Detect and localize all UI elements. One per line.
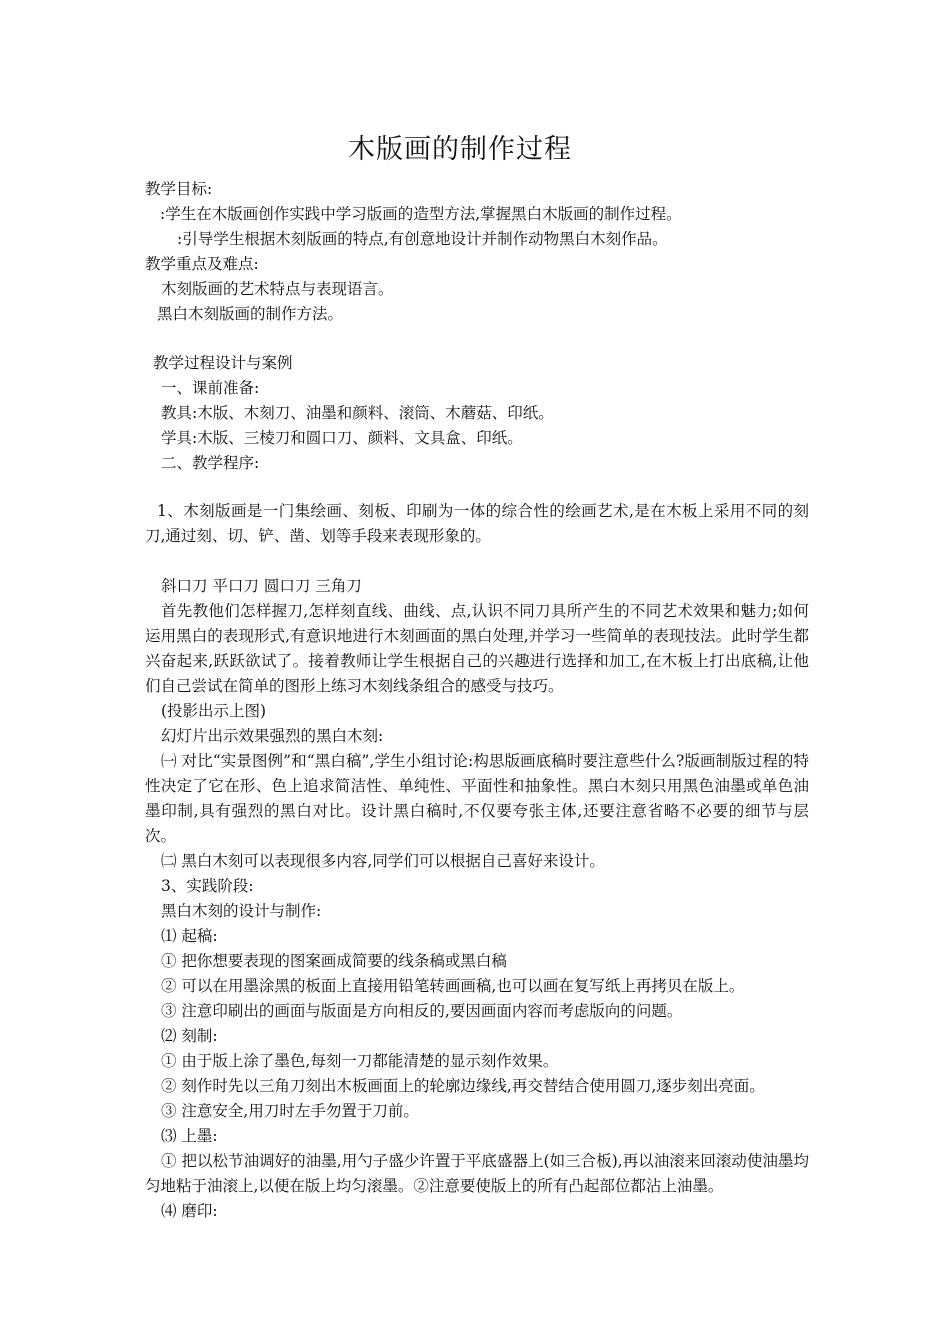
page-title: 木版画的制作过程 [348,134,572,165]
draft-heading: ⑴ 起稿: [161,927,218,945]
process-heading: 教学过程设计与案例 [153,354,293,372]
teacher-tools: 教具:木版、木刻刀、油墨和颜料、滚筒、木蘑菇、印纸。 [161,404,554,422]
draft-step-3: ③ 注意印刷出的画面与版面是方向相反的,要因画面内容而考虑版向的问题。 [161,1002,683,1020]
carve-step-1: ① 由于版上涂了墨色,每刻一刀都能清楚的显示刻作效果。 [161,1052,559,1070]
student-tools: 学具:木版、三棱刀和圆口刀、颜料、文具盒、印纸。 [161,429,523,447]
draft-step-1: ① 把你想要表现的图案画成简要的线条稿或黑白稿 [161,952,507,970]
ink-paragraph: ① 把以松节油调好的油墨,用勺子盛少许置于平底盛器上(如三合板),再以油滚来回滚动使油墨均匀地粘于油滚上,以便在版上均匀滚墨。②注意要使版上的所有凸起部位都沾上油墨。 [145,1152,809,1195]
procedure-heading: 二、教学程序: [161,454,260,472]
carve-step-3: ③ 注意安全,用刀时左手勿置于刀前。 [161,1102,419,1120]
slide-note: 幻灯片出示效果强烈的黑白木刻: [161,727,384,745]
objectives-heading: 教学目标: [145,180,213,198]
intro-paragraph: 1、木刻版画是一门集绘画、刻板、印刷为一体的综合性的绘画艺术,是在木板上采用不同的刻刀,通过刻、切、铲、凿、划等手段来表现形象的。 [145,502,809,545]
objective-line-2: :引导学生根据木刻版画的特点,有创意地设计并制作动物黑白木刻作品。 [177,230,668,248]
key-points-heading: 教学重点及难点: [145,255,259,273]
prep-heading: 一、课前准备: [161,379,260,397]
draft-step-2: ② 可以在用墨涂黑的板面上直接用铅笔转画画稿,也可以画在复写纸上再拷贝在版上。 [161,977,745,995]
content-note: ㈡ 黑白木刻可以表现很多内容,同学们可以根据自己喜好来设计。 [161,852,605,870]
knife-types: 斜口刀 平口刀 圆口刀 三角刀 [161,577,362,595]
key-point-line-2: 黑白木刻版画的制作方法。 [157,305,344,323]
objective-line-1: :学生在木版画创作实践中学习版画的造型方法,掌握黑白木版画的制作过程。 [160,205,682,223]
teaching-paragraph: 首先教他们怎样握刀,怎样刻直线、曲线、点,认识不同刀具所产生的不同艺术效果和魅力;如何运用黑白的表现形式,有意识地进行木刻画面的黑白处理,并学习一些简单的表现技法。此时学生都兴奋起来,跃跃欲试了。接着教师让学生根据自己的兴趣进行选择和加工,在木板上打出底稿,让他们自己尝试在简单的图形上练习木刻线条组合的感受与技巧。 [145,602,809,695]
carve-step-2: ② 刻作时先以三角刀刻出木板画面上的轮廓边缘线,再交替结合使用圆刀,逐步刻出亮面。 [161,1077,765,1095]
ink-heading: ⑶ 上墨: [161,1127,218,1145]
discussion-paragraph: ㈠ 对比“实景图例”和“黑白稿”,学生小组讨论:构思版画底稿时要注意些什么?版画制版过程的特性决定了它在形、色上追求简洁性、单纯性、平面性和抽象性。黑白木刻只用黑色油墨或单色油墨印制,具有强烈的黑白对比。设计黑白稿时,不仅要夸张主体,还要注意省略不必要的细节与层次。 [145,752,809,845]
carve-heading: ⑵ 刻制: [161,1027,218,1045]
projection-note: (投影出示上图) [161,702,267,720]
design-heading: 黑白木刻的设计与制作: [161,902,322,920]
print-heading: ⑷ 磨印: [161,1202,218,1220]
key-point-line-1: 木刻版画的艺术特点与表现语言。 [161,280,394,298]
practice-heading: 3、实践阶段: [161,877,254,895]
